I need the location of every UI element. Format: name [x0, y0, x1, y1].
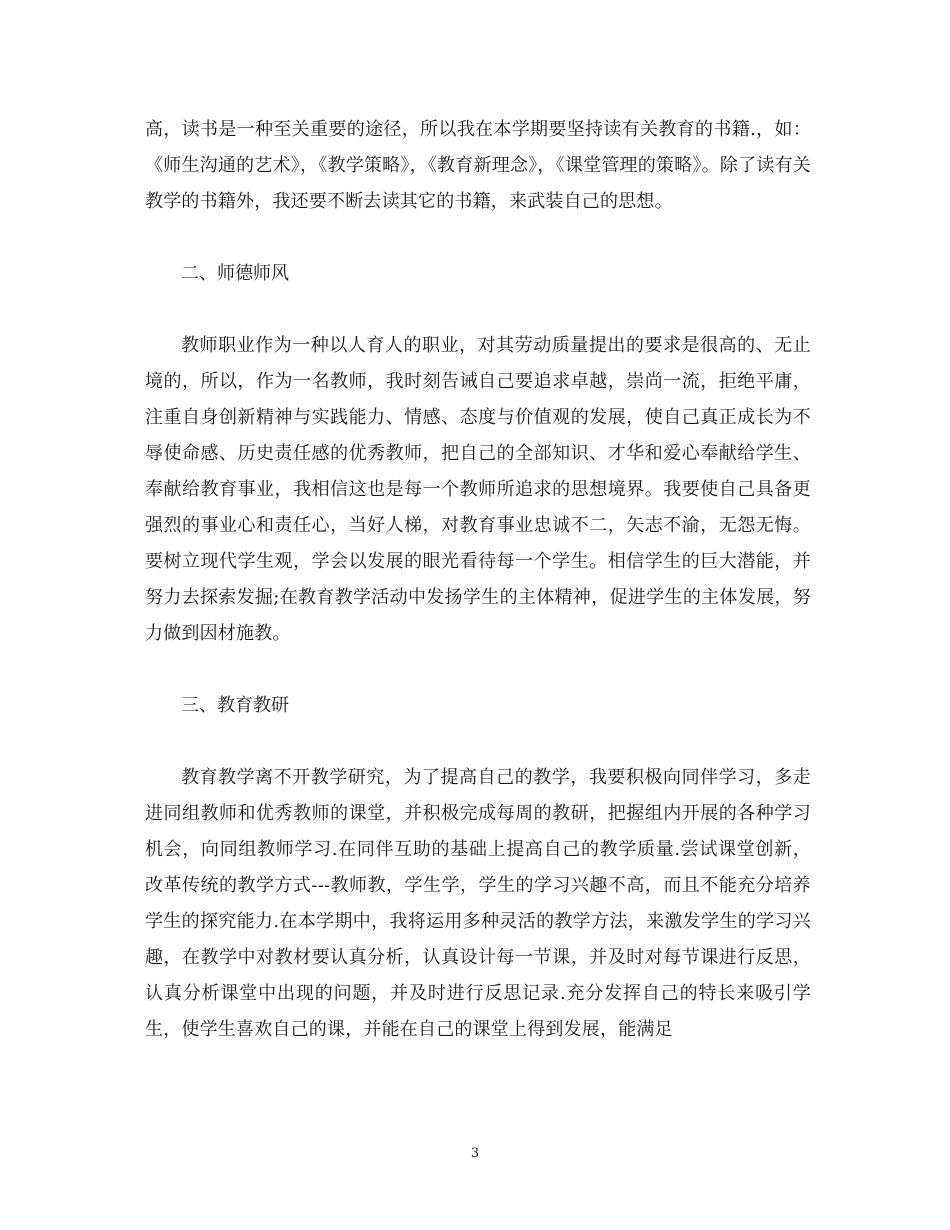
- section-heading-teaching-research: 三、教育教研: [181, 695, 289, 716]
- paragraph-spacer: [145, 652, 811, 688]
- paragraph-spacer: [145, 220, 811, 256]
- paragraph-spacer: [145, 292, 811, 328]
- paragraph-continued-reading: 高，读书是一种至关重要的途径，所以我在本学期要坚持读有关教育的书籍.，如：《师生沟通的艺术》，《教学策略》，《教育新理念》，《课堂管理的策略》。除了读有关教学的书籍外，我还要不断去读其它的书籍，来武装自己的思想。: [145, 119, 811, 212]
- section-heading-teacher-ethics: 二、师德师风: [181, 263, 289, 284]
- document-body: [145, 112, 811, 1048]
- paragraph-teaching-research: 教育教学离不开教学研究，为了提高自己的教学，我要积极向同伴学习，多走进同组教师和优秀教师的课堂，并积极完成每周的教研，把握组内开展的各种学习机会，向同组教师学习.在同伴互助的基础上提高自己的教学质量.尝试课堂创新，改革传统的教学方式---教师教，学生学，学生的学习兴趣不高，而且不能充分培养学生的探究能力.在本学期中，我将运用多种灵活的教学方法，来激发学生的学习兴趣，在教学中对教材要认真分析，认真设计每一节课，并及时对每节课进行反思，认真分析课堂中出现的问题，并及时进行反思记录.充分发挥自己的特长来吸引学生，使学生喜欢自己的课，并能在自己的课堂上得到发展，能满足: [145, 767, 811, 1040]
- page-number: 3: [470, 1146, 480, 1161]
- paragraph-spacer: [145, 724, 811, 760]
- paragraph-teacher-ethics: 教师职业作为一种以人育人的职业，对其劳动质量提出的要求是很高的、无止境的，所以，作为一名教师，我时刻告诫自己要追求卓越，崇尚一流，拒绝平庸，注重自身创新精神与实践能力、情感、态度与价值观的发展，使自己真正成长为不辱使命感、历史责任感的优秀教师，把自己的全部知识、才华和爱心奉献给学生、奉献给教育事业，我相信这也是每一个教师所追求的思想境界。我要使自己具备更强烈的事业心和责任心，当好人梯，对教育事业忠诚不二，矢志不渝，无怨无悔。要树立现代学生观，学会以发展的眼光看待每一个学生。相信学生的巨大潜能，并努力去探索发掘;在教育教学活动中发扬学生的主体精神，促进学生的主体发展，努力做到因材施教。: [145, 335, 811, 644]
